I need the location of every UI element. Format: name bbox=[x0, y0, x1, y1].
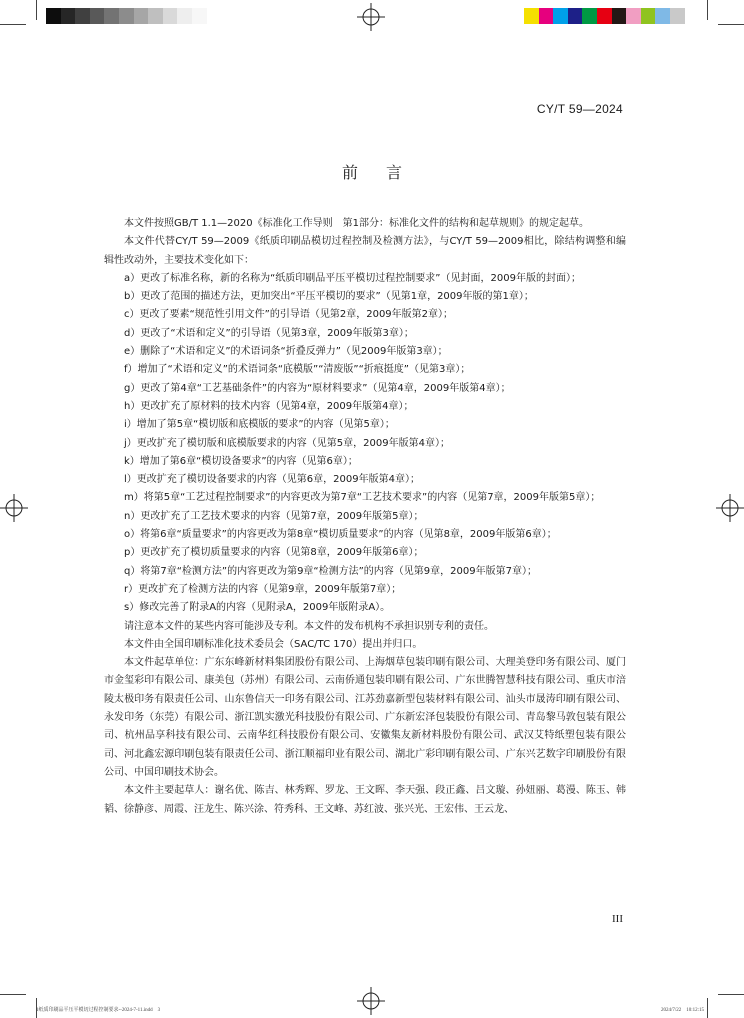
registration-mark-top-icon bbox=[357, 3, 385, 31]
color-calibration-bar bbox=[524, 8, 685, 24]
crop-mark-bottom-right-v bbox=[707, 998, 708, 1018]
body-paragraph: b）更改了范围的描述方法，更加突出“平压平模切的要求”（见第1章，2009年版的第1章）； bbox=[124, 291, 534, 303]
gray-swatch bbox=[163, 8, 178, 24]
color-swatch bbox=[568, 8, 583, 24]
body-paragraph: 本文件起草单位：广东东峰新材料集团股份有限公司、上海烟草包装印刷有限公司、大理美登印务有限公司、厦门市金玺彩印有限公司、康美包（苏州）有限公司、云南侨通包装印刷有限公司、广东世腾智慧科技有限公司、重庆市涪陵太极印务有限责任公司、山东鲁信天一印务有限公司、江苏劲嘉新型包装材料有限公司、汕头市晟涛印刷有限公司、永发印务（东莞）有限公司、浙江凯实激光科技股份有限公司、广东新宏泽包装股份有限公司、青岛黎马敦包装有限公司、杭州品享科技有限公司、云南华红科技股份有限公司、安徽集友新材料股份有限公司、武汉艾特纸塑包装有限公司、河北鑫宏源印刷包装有限责任公司、浙江顺福印业有限公司、湖北广彩印刷有限公司、广东兴艺数字印刷股份有限公司、中国印刷技术协会。 bbox=[104, 657, 626, 778]
body-paragraph: 请注意本文件的某些内容可能涉及专利。本文件的发布机构不承担识别专利的责任。 bbox=[124, 620, 494, 632]
gray-calibration-bar bbox=[46, 8, 207, 24]
gray-swatch bbox=[192, 8, 207, 24]
footer-timestamp: 2024/7/22 10:12:15 bbox=[660, 1008, 704, 1013]
gray-swatch bbox=[177, 8, 192, 24]
crop-mark-top-left-h bbox=[0, 24, 26, 25]
body-paragraph: m）将第5章“工艺过程控制要求”的内容更改为第7章“工艺技术要求”的内容（见第7章，2009年版第5章）； bbox=[124, 492, 601, 504]
color-swatch bbox=[641, 8, 656, 24]
color-swatch bbox=[670, 8, 685, 24]
body-paragraph: p）更改扩充了模切质量要求的内容（见第8章，2009年版第6章）； bbox=[124, 547, 424, 559]
body-paragraph: c）更改了要素“规范性引用文件”的引导语（见第2章，2009年版第2章）； bbox=[124, 309, 454, 321]
gray-swatch bbox=[61, 8, 76, 24]
body-paragraph: n）更改扩充了工艺技术要求的内容（见第7章，2009年版第5章）； bbox=[124, 510, 424, 522]
color-swatch bbox=[612, 8, 627, 24]
body-paragraph: 本文件主要起草人：谢名优、陈吉、林秀辉、罗龙、王文晖、李天强、段正鑫、吕文璇、孙妞丽、葛漫、陈玉、韩韬、徐静彦、周霞、汪龙生、陈兴涂、符秀科、王文峰、苏红波、张兴光、王宏伟、王云龙、 bbox=[104, 785, 626, 815]
gray-swatch bbox=[75, 8, 90, 24]
body-paragraph: f）增加了“术语和定义”的术语词条“底模版”“清废版”“折痕挺度”（见第3章）； bbox=[124, 364, 471, 376]
body-paragraph: s）修改完善了附录A的内容（见附录A，2009年版附录A）。 bbox=[124, 602, 391, 614]
gray-swatch bbox=[134, 8, 149, 24]
color-swatch bbox=[597, 8, 612, 24]
crop-mark-bottom-right-h bbox=[718, 994, 744, 995]
registration-mark-bottom-icon bbox=[357, 987, 385, 1015]
body-paragraph: j）更改扩充了模切版和底模版要求的内容（见第5章，2009年版第4章）； bbox=[124, 437, 450, 449]
body-paragraph: a）更改了标准名称，新的名称为“纸质印刷品平压平模切过程控制要求”（见封面，2009年版的封面）； bbox=[124, 272, 581, 284]
color-swatch bbox=[524, 8, 539, 24]
gray-swatch bbox=[148, 8, 163, 24]
body-paragraph: i）增加了第5章“模切版和底模版的要求”的内容（见第5章）； bbox=[124, 419, 395, 431]
body-paragraph: q）将第7章“检测方法”的内容更改为第9章“检测方法”的内容（见第9章，2009年版第7章）； bbox=[124, 565, 537, 577]
body-paragraph: 本文件按照GB/T 1.1—2020《标准化工作导则 第1部分：标准化文件的结构和起草规则》的规定起草。 bbox=[124, 218, 589, 229]
page-title: 前言 bbox=[341, 163, 430, 182]
body-paragraph: g）更改了第4章“工艺基础条件”的内容为“原材料要求”（见第4章，2009年版第4章）； bbox=[124, 382, 511, 394]
gray-swatch bbox=[90, 8, 105, 24]
body-paragraph: d）更改了“术语和定义”的引导语（见第3章，2009年版第3章）； bbox=[124, 327, 414, 339]
color-swatch bbox=[582, 8, 597, 24]
standard-code: CY/T 59—2024 bbox=[536, 102, 623, 116]
body-paragraph: e）删除了“术语和定义”的术语词条“折叠反弹力”（见2009年版第3章）； bbox=[124, 346, 448, 358]
registration-mark-right-icon bbox=[716, 494, 744, 522]
gray-swatch bbox=[46, 8, 61, 24]
crop-mark-bottom-left-h bbox=[0, 994, 26, 995]
color-swatch bbox=[553, 8, 568, 24]
page-number: III bbox=[612, 913, 623, 925]
color-swatch bbox=[626, 8, 641, 24]
gray-swatch bbox=[104, 8, 119, 24]
gray-swatch bbox=[119, 8, 134, 24]
registration-mark-left-icon bbox=[0, 494, 28, 522]
crop-mark-top-left-v bbox=[36, 0, 37, 20]
body-paragraph: o）将第6章“质量要求”的内容更改为第8章“模切质量要求”的内容（见第8章，2009年版第6章）； bbox=[124, 529, 557, 541]
body-paragraph: k）增加了第6章“模切设备要求”的内容（见第6章）； bbox=[124, 455, 358, 467]
foreword-body bbox=[104, 215, 626, 819]
body-paragraph: 本文件由全国印刷标准化技术委员会（SAC/TC 170）提出并归口。 bbox=[124, 638, 423, 650]
color-swatch bbox=[539, 8, 554, 24]
crop-mark-top-right-h bbox=[718, 24, 744, 25]
body-paragraph: r）更改扩充了检测方法的内容（见第9章，2009年版第7章）； bbox=[124, 583, 402, 595]
body-paragraph: l）更改扩充了模切设备要求的内容（见第6章，2009年版第4章）； bbox=[124, 474, 420, 486]
body-paragraph: 本文件代替CY/T 59—2009《纸质印刷品模切过程控制及检测方法》，与CY/T 59—2009相比，除结构调整和编辑性改动外，主要技术变化如下： bbox=[104, 236, 626, 266]
body-paragraph: h）更改扩充了原材料的技术内容（见第4章，2009年版第4章）； bbox=[124, 400, 414, 412]
footer-file-name: 1纸质印刷品平压平模切过程控制要求--2024-7-11.indd 3 bbox=[36, 1008, 161, 1013]
crop-mark-top-right-v bbox=[707, 0, 708, 20]
color-swatch bbox=[655, 8, 670, 24]
